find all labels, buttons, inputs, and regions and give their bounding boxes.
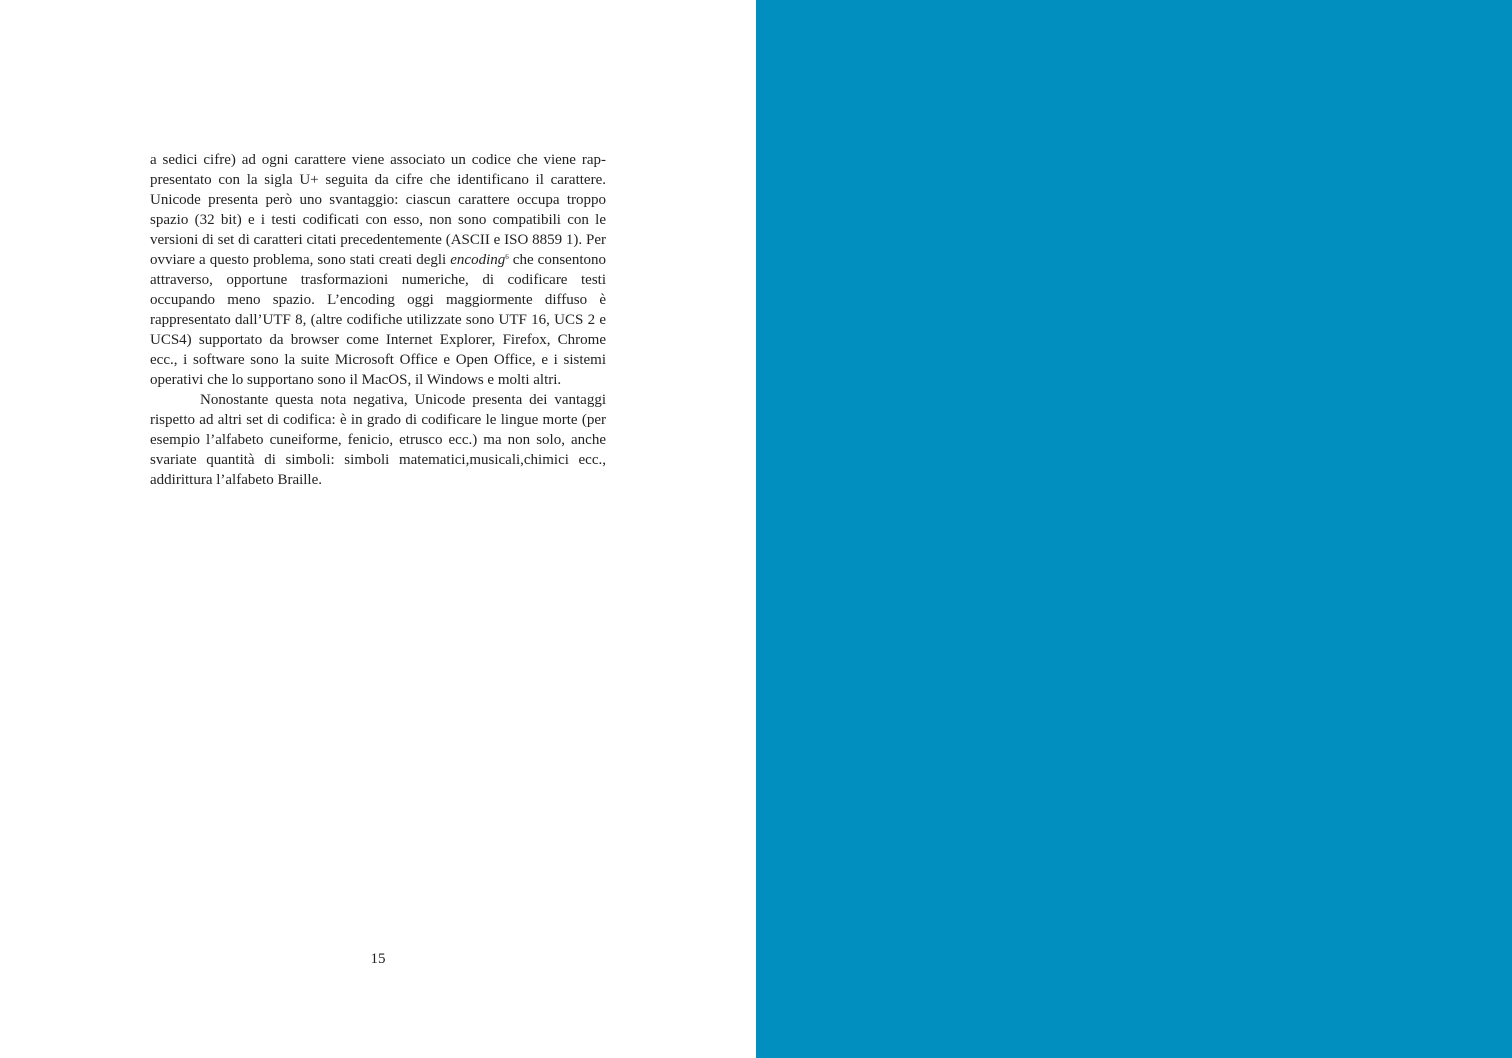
body-text	[150, 150, 606, 490]
italic-term-encoding: encoding	[450, 252, 506, 268]
footnote-reference: 6	[505, 253, 509, 261]
right-page-color-panel	[756, 0, 1512, 1058]
paragraph-unicode-encoding	[150, 150, 606, 390]
paragraph-text-part-2: che consentono attraverso, opportune trasformazioni numeriche, di codificare testi occupando meno spazio. L’encoding oggi maggiormente diffuso è rappresentato dall’UTF 8, (altre codifiche utilizzate sono UTF 16, UCS 2 e UCS4) supportato da browser come Internet Explorer, Firefox, Chrome ecc., i software sono la suite Microsoft Office e Open Office, e i sistemi operativi che lo supportano sono il MacOS, il Windows e molti altri.	[150, 252, 606, 388]
page-number: 15	[370, 951, 386, 967]
paragraph-unicode-advantages: Nonostante questa nota negativa, Unicode presenta dei vantaggi rispetto ad altri set di codifica: è in grado di codificare le lingue morte (per esempio l’alfabeto cuneiforme, fenicio, etrusco ecc.) ma non solo, anche svariate quantità di simboli: simboli matematici,musicali,chimici ecc., addirittura l’alfabeto Braille.	[150, 392, 606, 488]
paragraph-text-part-1: a sedici cifre) ad ogni carattere viene associato un codice che viene rappresentato con la sigla U+ seguita da cifre che identificano il carattere. Unicode presenta però uno svantaggio: ciascun carattere occupa troppo spazio (32 bit) e i testi codificati con esso, non sono compatibili con le versioni di set di caratteri citati precedentemente (ASCII e ISO 8859 1). Per ovviare a questo problema, sono stati creati degli	[150, 152, 606, 268]
